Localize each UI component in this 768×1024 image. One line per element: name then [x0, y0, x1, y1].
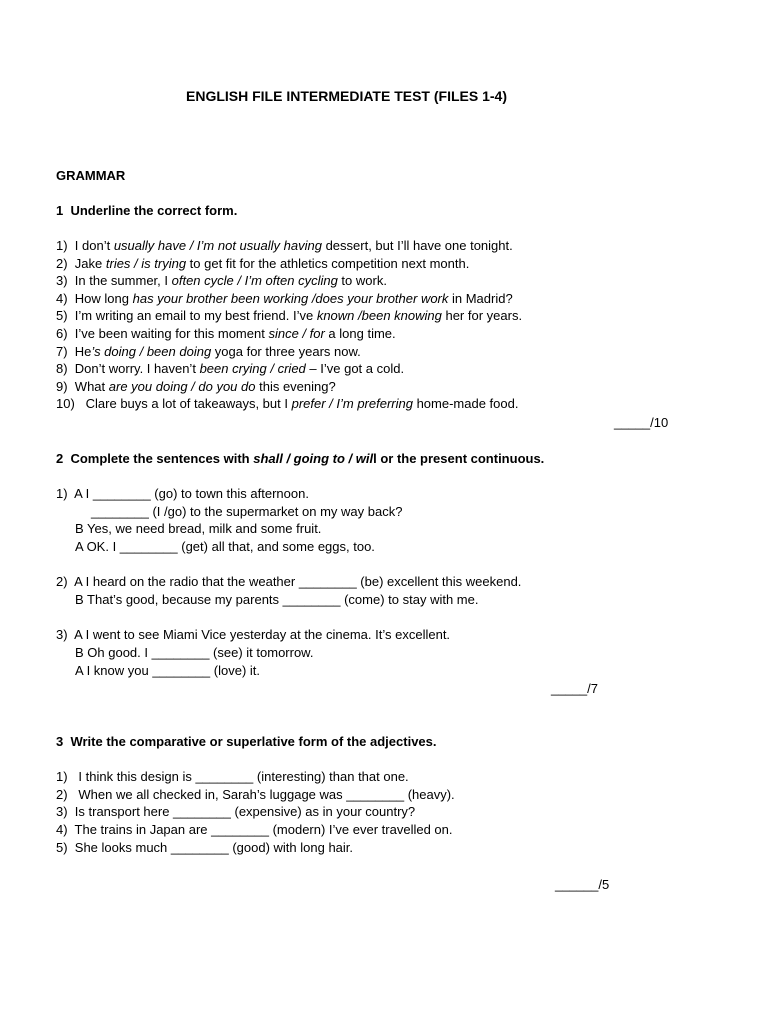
ex1-item [56, 272, 387, 290]
ex1-item-text: to get fit for the athletics competition next month. [186, 255, 470, 271]
ex1-item-text: dessert, but I’ll have one tonight. [321, 238, 513, 253]
exercise-3-heading: 3 Write the comparative or superlative form of the adjectives. [56, 734, 437, 749]
ex1-item-number: 5) [56, 308, 68, 324]
ex1-item [56, 325, 396, 343]
ex1-item-text: this evening? [255, 378, 336, 394]
ex1-item-number: 7) [56, 343, 68, 359]
ex2-line: 1) A I ________ (go) to town this afternoon. [56, 486, 309, 501]
ex1-item-text: a long time. [324, 326, 396, 341]
ex1-item [56, 360, 404, 378]
ex1-item-options: prefer / I’m preferring [291, 396, 413, 412]
ex1-item-text: Jake [74, 255, 106, 271]
ex1-item-number: 9) [56, 378, 68, 394]
ex1-item-text: How long [74, 290, 133, 306]
ex1-item-number: 6) [56, 326, 68, 341]
ex1-item-text: – I’ve got a cold. [305, 361, 405, 377]
ex1-item-number: 10) [56, 396, 75, 412]
ex2-line: B Yes, we need bread, milk and some fruit. [75, 521, 322, 536]
ex1-item-text: I don’t [74, 238, 114, 253]
ex3-line: 5) She looks much ________ (good) with long hair. [56, 840, 354, 855]
ex1-item-number: 4) [56, 290, 68, 306]
ex3-line: 3) Is transport here ________ (expensive) as in your country? [56, 804, 416, 819]
ex3-line: 1) I think this design is ________ (interesting) than that one. [56, 769, 409, 784]
ex1-item-options: been crying / cried [199, 361, 306, 377]
ex1-item [56, 290, 513, 308]
ex2-line: 3) A I went to see Miami Vice yesterday at the cinema. It’s excellent. [56, 627, 451, 642]
ex1-item [56, 395, 518, 413]
ex1-item [56, 307, 522, 325]
ex2-line: A OK. I ________ (get) all that, and some eggs, too. [75, 539, 375, 554]
ex1-item-text: In the summer, I [74, 273, 172, 289]
page-title: ENGLISH FILE INTERMEDIATE TEST (FILES 1-4) [186, 88, 507, 104]
ex1-item-options: known /been knowing [316, 308, 442, 324]
exercise-1-heading: 1 Underline the correct form. [56, 203, 238, 218]
ex1-item-number: 8) [56, 361, 68, 377]
ex1-item-text: in Madrid? [448, 290, 513, 306]
ex1-item-options: are you doing / do you do [108, 378, 256, 394]
ex2-line: B Oh good. I ________ (see) it tomorrow. [75, 645, 314, 660]
ex1-item-number: 2) [56, 255, 68, 271]
ex3-line: 4) The trains in Japan are ________ (modern) I’ve ever travelled on. [56, 822, 453, 837]
ex1-item-text: I’m writing an email to my best friend. I’ve [74, 308, 317, 324]
ex1-item-text: Don’t worry. I haven’t [74, 361, 200, 377]
exercise-1-score: _____/10 [614, 415, 669, 430]
ex1-item-options: has your brother been working /does your brother work [132, 290, 449, 306]
ex1-item-options: tries / is trying [105, 255, 187, 271]
ex1-item-number: 3) [56, 273, 68, 289]
ex1-item-text: What [74, 378, 109, 394]
ex2-line: 2) A I heard on the radio that the weather ________ (be) excellent this weekend. [56, 574, 522, 589]
ex2-line: A I know you ________ (love) it. [75, 663, 261, 678]
ex3-line: 2) When we all checked in, Sarah’s luggage was ________ (heavy). [56, 787, 455, 802]
ex1-item-text: yoga for three years now. [211, 343, 361, 359]
exercise-2-score: _____/7 [551, 681, 598, 696]
ex1-item-text: her for years. [441, 308, 523, 324]
ex1-item [56, 343, 361, 361]
ex1-item-options: since / for [268, 326, 325, 341]
ex1-item-text: home-made food. [412, 396, 519, 412]
ex1-item-text: I’ve been waiting for this moment [74, 326, 269, 341]
ex1-item-options: usually have / I’m not usually having [113, 238, 322, 253]
ex1-item-text: to work. [337, 273, 387, 289]
ex1-item-text: He [74, 343, 92, 359]
ex1-item-options: ’s doing / been doing [91, 343, 212, 359]
exercise-2-heading: 2 Complete the sentences with shall / going to / will or the present continuous. [56, 451, 545, 466]
ex1-item [56, 237, 513, 255]
ex1-item-number: 1) [56, 238, 68, 253]
ex1-item-text: Clare buys a lot of takeaways, but I [82, 396, 292, 412]
ex1-item-options: often cycle / I’m often cycling [171, 273, 338, 289]
exercise-3-score: ______/5 [555, 877, 610, 892]
ex2-line: B That’s good, because my parents ________ (come) to stay with me. [75, 592, 479, 607]
section-heading: GRAMMAR [56, 168, 126, 183]
ex1-item [56, 378, 336, 396]
ex1-item [56, 255, 469, 273]
ex2-line: ________ (I /go) to the supermarket on my way back? [91, 504, 403, 519]
